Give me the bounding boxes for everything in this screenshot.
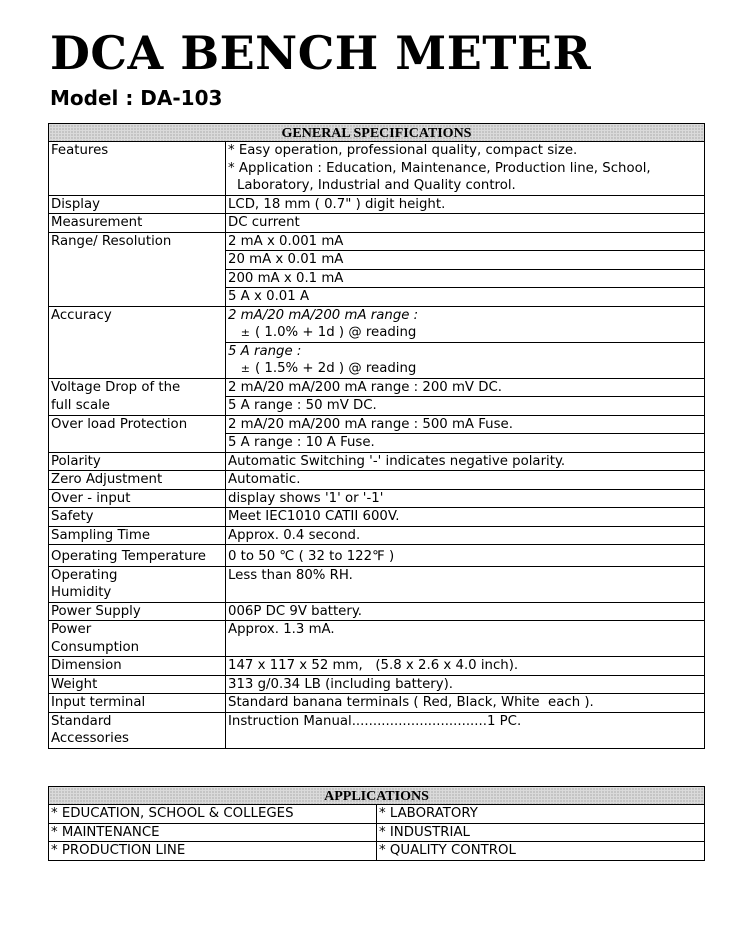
spec-label-line: Consumption — [51, 639, 140, 655]
table-row — [49, 489, 705, 508]
spec-label-continued — [49, 251, 226, 270]
spec-label — [49, 566, 226, 602]
table-row — [49, 508, 705, 527]
spec-label-continued — [49, 288, 226, 307]
spec-label: Measurement — [49, 214, 226, 233]
features-line: * Easy operation, professional quality, compact size. — [228, 143, 578, 158]
spec-value: 2 mA/20 mA/200 mA range : 200 mV DC. — [226, 378, 705, 397]
spec-label: Over load Protection — [49, 415, 226, 434]
spec-value: Instruction Manual................................1 PC. — [226, 712, 705, 748]
spec-label-continued — [49, 342, 226, 378]
spec-label: full scale — [49, 397, 226, 416]
applications-heading: APPLICATIONS — [49, 787, 705, 805]
spec-label-line: Standard — [51, 713, 112, 729]
spec-value: Meet IEC1010 CATII 600V. — [226, 508, 705, 527]
spec-label: Features — [49, 142, 226, 196]
table-row — [49, 378, 705, 397]
spec-label: Weight — [49, 675, 226, 694]
spec-value: 20 mA x 0.01 mA — [226, 251, 705, 270]
spec-value: 5 A range : 10 A Fuse. — [226, 434, 705, 453]
application-item: * QUALITY CONTROL — [377, 842, 705, 861]
spec-label: Operating Temperature — [49, 545, 226, 567]
application-item: * INDUSTRIAL — [377, 823, 705, 842]
table-row — [49, 657, 705, 676]
spec-label-continued — [49, 434, 226, 453]
table-row — [49, 805, 705, 824]
spec-value: 2 mA x 0.001 mA — [226, 232, 705, 251]
table-row — [49, 526, 705, 545]
table-row — [49, 142, 705, 196]
table-row — [49, 471, 705, 490]
plus-minus-symbol: ± — [240, 362, 250, 375]
page-title: DCA BENCH METER — [50, 26, 592, 80]
table-row — [49, 251, 705, 270]
spec-label: Over - input — [49, 489, 226, 508]
table-header-row — [49, 124, 705, 142]
spec-label: Range/ Resolution — [49, 232, 226, 251]
spec-label: Zero Adjustment — [49, 471, 226, 490]
spec-value: 200 mA x 0.1 mA — [226, 269, 705, 288]
spec-label-line: Humidity — [51, 585, 112, 600]
spec-label: Voltage Drop of the — [49, 378, 226, 397]
table-row — [49, 214, 705, 233]
plus-minus-symbol: ± — [240, 326, 250, 339]
spec-label: Display — [49, 195, 226, 214]
table-row — [49, 545, 705, 567]
spec-label: Accuracy — [49, 306, 226, 342]
spec-value: Automatic. — [226, 471, 705, 490]
spec-label-continued — [49, 269, 226, 288]
table-row — [49, 195, 705, 214]
spec-value: 006P DC 9V battery. — [226, 602, 705, 621]
features-line: Laboratory, Industrial and Quality control. — [237, 178, 516, 193]
spec-value: Automatic Switching '-' indicates negative polarity. — [226, 452, 705, 471]
application-item: * PRODUCTION LINE — [49, 842, 377, 861]
spec-label-line: Operating — [51, 567, 118, 583]
spec-label: Dimension — [49, 657, 226, 676]
table-row — [49, 342, 705, 378]
spec-value: DC current — [226, 214, 705, 233]
table-row — [49, 621, 705, 657]
table-row — [49, 269, 705, 288]
spec-value: LCD, 18 mm ( 0.7" ) digit height. — [226, 195, 705, 214]
application-item: * EDUCATION, SCHOOL & COLLEGES — [49, 805, 377, 824]
table-row — [49, 712, 705, 748]
application-item: * LABORATORY — [377, 805, 705, 824]
spec-value: 147 x 117 x 52 mm, (5.8 x 2.6 x 4.0 inch). — [226, 657, 705, 676]
spec-label-line: Accessories — [51, 731, 129, 746]
spec-label: Safety — [49, 508, 226, 527]
table-row — [49, 675, 705, 694]
spec-label — [49, 621, 226, 657]
table-row — [49, 232, 705, 251]
table-row — [49, 823, 705, 842]
spec-label: Power Supply — [49, 602, 226, 621]
table-row — [49, 288, 705, 307]
general-specifications-table — [48, 123, 705, 749]
table-row — [49, 306, 705, 342]
table-row — [49, 415, 705, 434]
spec-value: Less than 80% RH. — [226, 566, 705, 602]
spec-label — [49, 712, 226, 748]
accuracy-value: ( 1.0% + 1d ) @ reading — [255, 325, 417, 340]
table-row — [49, 566, 705, 602]
accuracy-range: 2 mA/20 mA/200 mA range : — [228, 307, 419, 323]
accuracy-value: ( 1.5% + 2d ) @ reading — [255, 361, 417, 376]
table-row — [49, 694, 705, 713]
spec-value: 313 g/0.34 LB (including battery). — [226, 675, 705, 694]
spec-value: display shows '1' or '-1' — [226, 489, 705, 508]
features-line: * Application : Education, Maintenance, Production line, School, — [228, 160, 651, 176]
specifications-heading: GENERAL SPECIFICATIONS — [49, 124, 705, 142]
table-row — [49, 452, 705, 471]
spec-value: Approx. 1.3 mA. — [226, 621, 705, 657]
accuracy-range: 5 A range : — [228, 343, 302, 359]
applications-table — [48, 786, 705, 861]
spec-value: Approx. 0.4 second. — [226, 526, 705, 545]
spec-value: 5 A x 0.01 A — [226, 288, 705, 307]
spec-value — [226, 306, 705, 342]
spec-value: 0 to 50 ℃ ( 32 to 122℉ ) — [226, 545, 705, 567]
spec-label: Input terminal — [49, 694, 226, 713]
application-item: * MAINTENANCE — [49, 823, 377, 842]
spec-value: Standard banana terminals ( Red, Black, White each ). — [226, 694, 705, 713]
table-row — [49, 602, 705, 621]
spec-value — [226, 342, 705, 378]
spec-label: Sampling Time — [49, 526, 226, 545]
model-number: Model : DA-103 — [50, 86, 223, 110]
table-row — [49, 434, 705, 453]
spec-value: 2 mA/20 mA/200 mA range : 500 mA Fuse. — [226, 415, 705, 434]
spec-label-line: Power — [51, 622, 92, 637]
spec-value — [226, 142, 705, 196]
table-header-row — [49, 787, 705, 805]
spec-value: 5 A range : 50 mV DC. — [226, 397, 705, 416]
spec-label: Polarity — [49, 452, 226, 471]
table-row — [49, 842, 705, 861]
table-row — [49, 397, 705, 416]
